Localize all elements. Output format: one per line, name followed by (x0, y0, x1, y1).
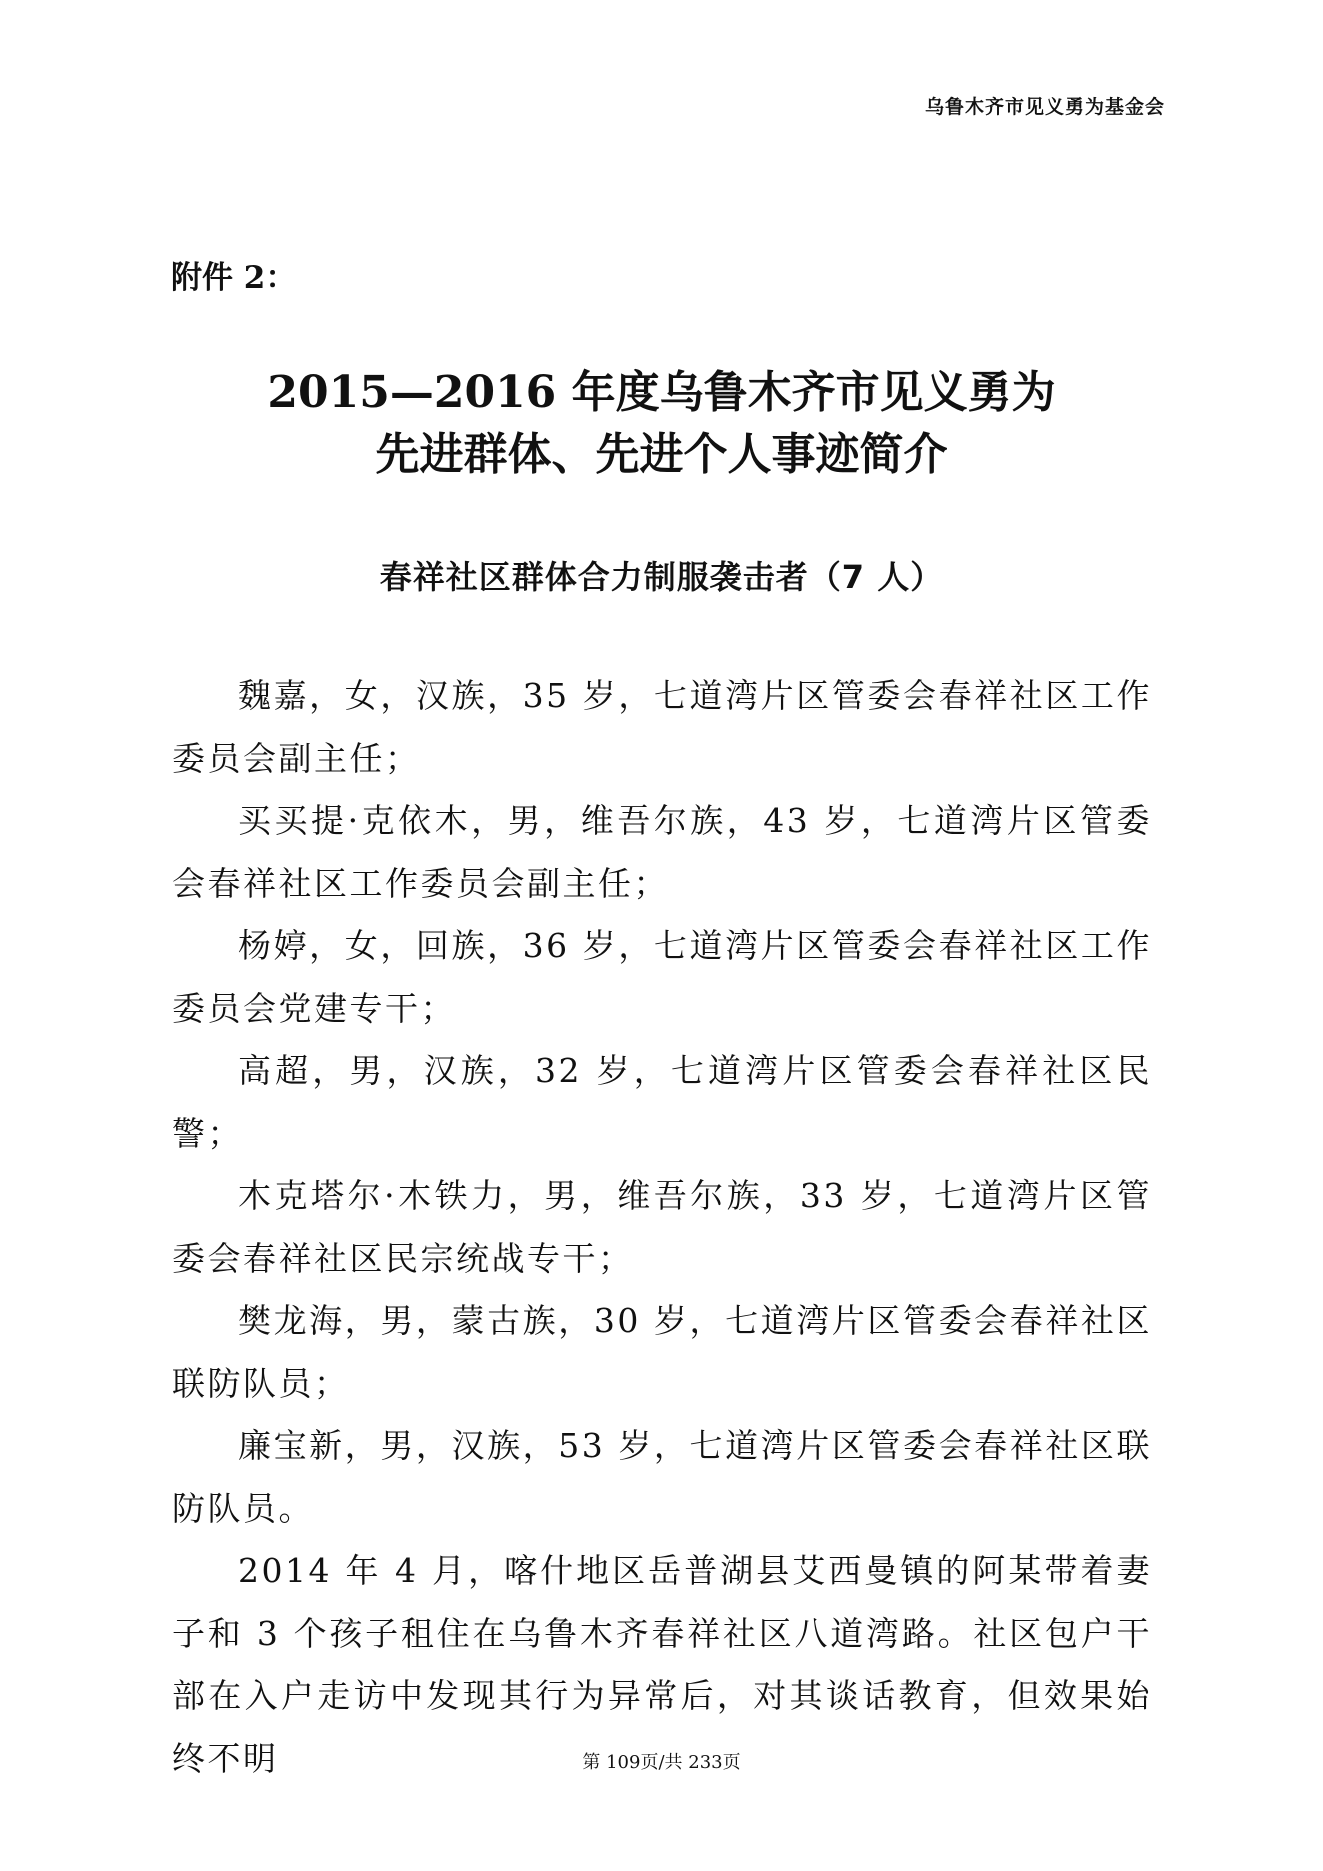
paragraph: 杨婷，女，回族，36 岁，七道湾片区管委会春祥社区工作委员会党建专干； (172, 926, 1152, 1028)
organization-header: 乌鲁木齐市见义勇为基金会 (924, 96, 1165, 118)
page-number-footer: 第 109页/共 233页 (582, 1752, 741, 1773)
body-text (172, 665, 1152, 1790)
paragraph: 木克塔尔·木铁力，男，维吾尔族，33 岁，七道湾片区管委会春祥社区民宗统战专干； (172, 1176, 1152, 1278)
paragraph: 高超，男，汉族，32 岁，七道湾片区管委会春祥社区民警； (172, 1051, 1152, 1153)
paragraph: 2014 年 4 月，喀什地区岳普湖县艾西曼镇的阿某带着妻子和 3 个孩子租住在乌鲁木齐春祥社区八道湾路。社区包户干部在入户走访中发现其行为异常后，对其谈话教育，但效果始终不明 (172, 1551, 1152, 1778)
section-title: 春祥社区群体合力制服袭击者（7 人） (379, 558, 944, 596)
document-title (0, 362, 1323, 486)
paragraph: 廉宝新，男，汉族，53 岁，七道湾片区管委会春祥社区联防队员。 (172, 1426, 1152, 1528)
document-title-line-2: 先进群体、先进个人事迹简介 (375, 429, 948, 480)
paragraph: 买买提·克依木，男，维吾尔族，43 岁，七道湾片区管委会春祥社区工作委员会副主任； (172, 801, 1152, 903)
document-title-line-1: 2015—2016 年度乌鲁木齐市见义勇为 (267, 367, 1056, 418)
attachment-label: 附件 2： (171, 260, 297, 296)
paragraph: 樊龙海，男，蒙古族，30 岁，七道湾片区管委会春祥社区联防队员； (172, 1301, 1152, 1403)
paragraph: 魏嘉，女，汉族，35 岁，七道湾片区管委会春祥社区工作委员会副主任； (172, 676, 1152, 778)
